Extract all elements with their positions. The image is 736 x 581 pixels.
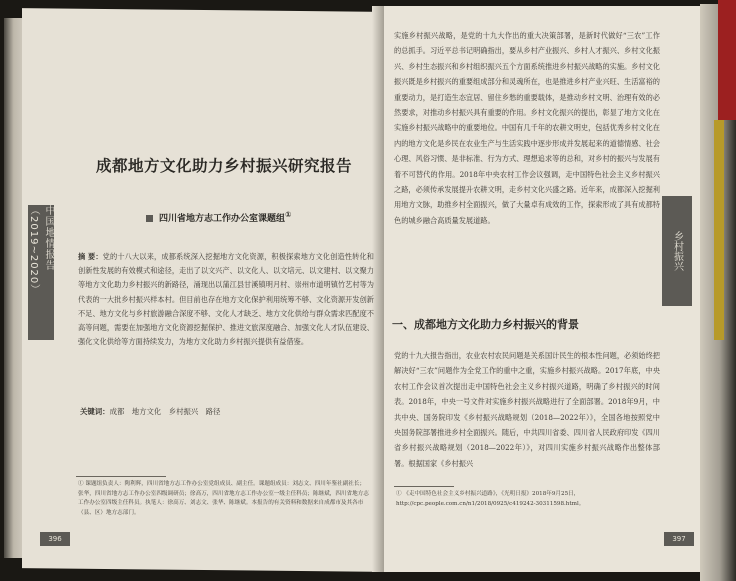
left-page-number: 396 (40, 532, 70, 546)
keywords-label: 关键词： (80, 407, 110, 416)
cover-yellow-accent (714, 120, 724, 340)
left-footnote: ① 课题组负责人：陶利辉，四川省地方志工作办公室党组成员、副主任。课题组成员：刘志文、四川年鉴社副社长；张华，四川省地方志工作办公室四级调研员；徐高万，四川省地方志工作办公室一级主任科员；陈继斌，四川省地方志工作办公室四级主任科员。执笔人：徐高万、刘志文、张华、陈继斌。本报告的有关资料和数据来自成都市及其各市（县、区）地方志部门。 (78, 481, 369, 516)
left-footnote-rule (76, 476, 166, 477)
right-body-top: 实施乡村振兴战略，是党的十九大作出的重大决策部署，是新时代做好“三农”工作的总抓手。习近平总书记明确指出，要从乡村产业振兴、乡村人才振兴、乡村文化振兴、乡村生态振兴和乡村组织振兴五个方面系统推进乡村振兴战略的实施。乡村文化振兴既是乡村振兴的重要组成部分和灵魂所在，也是推进乡村产业兴旺、生活富裕的重要动力，是打造生态宜居、留住乡愁的重要载体，是推动乡村文明、治理有效的必然要求，对推动乡村振兴具有重要的作用。乡村文化振兴的提出，彰显了地方文化在实施乡村振兴战略中的重要地位。中国有几千年的农耕文明史，包括优秀乡村文化在内的地方文化是乡民在农业生产与生活实践中逐步形成并发展起来的道德情感、社会心理、风俗习惯、是非标准、行为方式、理想追求等的总和，对乡村的振兴与发展有着不可替代的作用。2018年中央农村工作会议强调，走中国特色社会主义乡村振兴之路，必须传承发展提升农耕文明，走乡村文化兴盛之路。近年来，成都深入挖掘利用地方文脉，助推乡村全面振兴，做了大量卓有成效的工作，探索形成了具有成都特色的城乡融合高质量发展道路。 (394, 31, 660, 225)
square-bullet-icon (146, 215, 153, 222)
abstract-label: 摘 要： (78, 252, 103, 261)
abstract-text: 党的十八大以来，成都系统深入挖掘地方文化资源，积极探索地方文化创造性转化和创新性发展的有效模式和途径，走出了以文兴产、以文化人、以文培元、以文建村、以文聚力等地方文化助力乡村振兴的新路径，涌现出以蒲江县甘溪镇明月村、崇州市道明镇竹艺村等为代表的一大批乡村振兴样本村。但目前也存在地方文化保护利用统筹不够、文化资源开发创新不足、地方文化与乡村旅游融合深度不够、文化人才缺乏、地方文化供给与群众需求匹配度不高等问题，需要在加强地方文化资源挖掘保护、推进文旅深度融合、加强文化人才队伍建设、强化文化供给等方面持续发力，为地方文化助力乡村振兴提供有益借鉴。 (78, 252, 374, 347)
keywords (80, 406, 370, 417)
author-footnote-mark: ① (285, 210, 292, 219)
left-side-tab: 中国地情报告（2019~2020） (28, 205, 54, 340)
right-side-tab: 乡村振兴 (662, 196, 692, 306)
right-body-bottom: 党的十九大报告指出，农业农村农民问题是关系国计民生的根本性问题，必须始终把解决好“三农”问题作为全党工作的重中之重，实施乡村振兴战略。2017年底，中央农村工作会议首次提出走中国特色社会主义乡村振兴道路，明确了乡村振兴的时间表。2018年，中央一号文件对实施乡村振兴战略进行了全面部署。2018年9月，中共中央、国务院印发《乡村振兴战略规划（2018—2022年）》，全国各地按照党中央国务院部署推进乡村全面振兴。随后，中共四川省委、四川省人民政府印发《四川省乡村振兴战略规划（2018—2022年）》，对四川实施乡村振兴战略作出整体部署。根据国家《乡村振兴 (394, 351, 660, 468)
abstract (78, 250, 374, 349)
right-page-number: 397 (664, 532, 694, 546)
right-footnote-rule (394, 486, 454, 487)
author-name: 四川省地方志工作办公室课题组 (159, 214, 286, 224)
cover-red-accent (718, 0, 736, 120)
keywords-text: 成都 地方文化 乡村振兴 路径 (109, 407, 221, 416)
page-title: 成都地方文化助力乡村振兴研究报告 (96, 157, 353, 175)
section-heading: 一、成都地方文化助力乡村振兴的背景 (392, 318, 579, 331)
right-footnote: ① 《走中国特色社会主义乡村振兴道路》，《光明日报》2018年9月25日，http://cpc.people.com.cn/n1/2018/0925/c419242-30311598.html。 (396, 491, 585, 507)
author-line (146, 210, 291, 224)
